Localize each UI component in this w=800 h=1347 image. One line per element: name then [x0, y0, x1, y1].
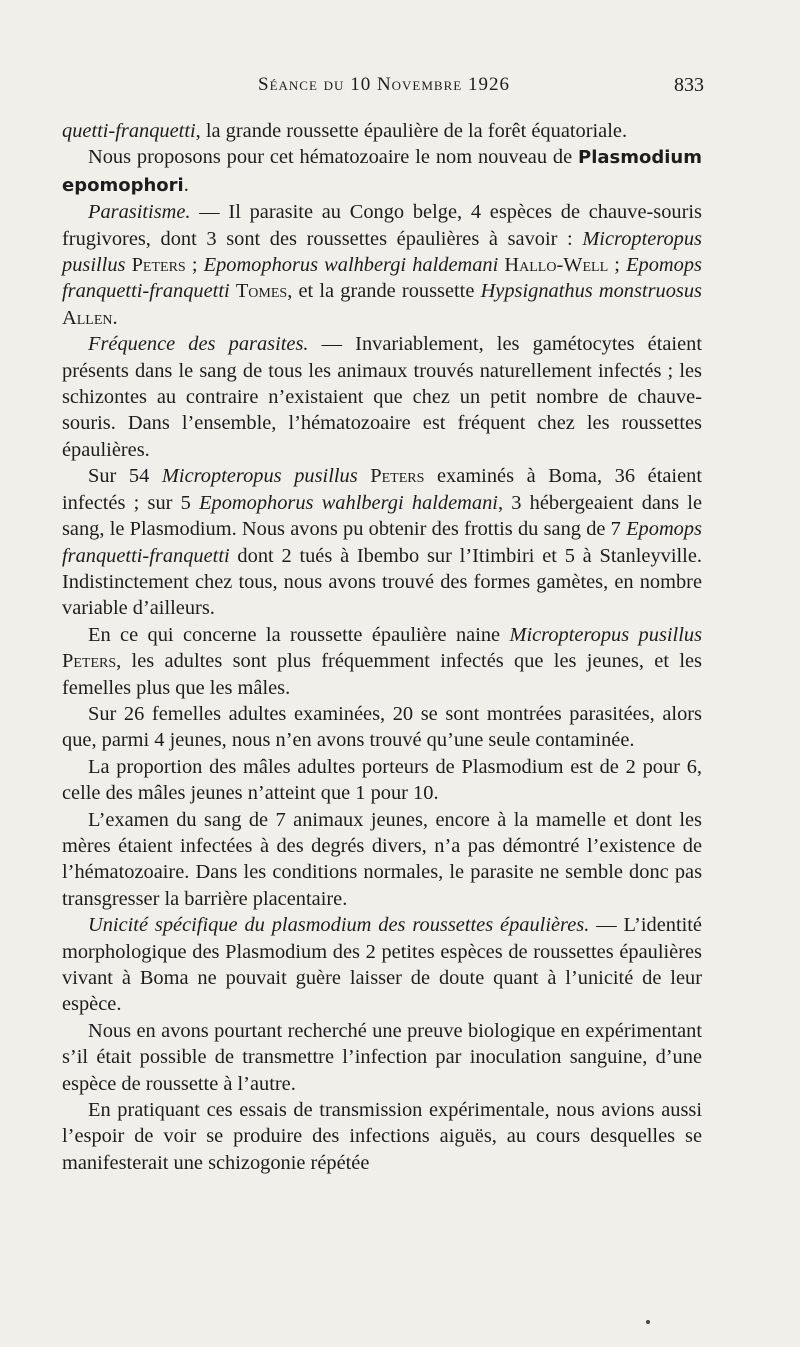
author-name: Hallo-Well — [504, 254, 609, 277]
paragraph — [62, 1018, 702, 1097]
text-run: , les adultes sont plus fréquemment infectés que les jeunes, et les femelles plus que les mâles. — [62, 650, 702, 699]
paragraph — [62, 701, 702, 754]
italic-text: Micropteropus pusillus — [509, 623, 702, 646]
text-run — [358, 465, 371, 487]
italic-text: Micropteropus pusillus — [62, 227, 702, 277]
paragraph — [62, 118, 702, 144]
print-speck — [646, 1320, 650, 1324]
author-name: Tomes — [235, 280, 288, 303]
author-name: Peters — [62, 650, 117, 673]
paragraph — [62, 331, 702, 463]
italic-text: Micropteropus pusillus — [161, 465, 358, 488]
page-header — [64, 74, 704, 104]
paragraph — [62, 807, 702, 913]
text-run: , 3 hébergeaient dans le sang, le Plasmodium. Nous avons pu obtenir des frottis du sang de 7 — [62, 491, 703, 541]
paragraph — [62, 199, 702, 331]
text-run: En pratiquant ces essais de transmission expérimentale, nous avions aussi l’espoir de voir se produire des infections aiguës, au cours desquelles se manifesterait une schizogonie répétée — [62, 1099, 702, 1174]
text-run: ; — [608, 254, 627, 277]
paragraph — [62, 754, 702, 807]
text-run: examinés à Boma, 36 étaient infectés ; sur 5 — [62, 465, 703, 514]
paragraph — [62, 912, 702, 1018]
italic-text: Fréquence des parasites. — [88, 333, 309, 356]
text-run: . — [112, 306, 118, 329]
text-run: Sur 26 femelles adultes examinées, 20 se sont montrées parasitées, alors que, parmi 4 jeunes, nous n’en avons trouvé qu’une seule contaminée. — [62, 702, 702, 752]
author-name: Peters — [131, 254, 186, 277]
text-run: dont 2 tués à Ibembo sur l’Itimbiri et 5 à Stanleyville. Indistinctement chez tous, nous avons trouvé des formes gamètes, en nombre variable d’ailleurs. — [62, 544, 702, 620]
italic-text: Hypsignathus monstruosus — [480, 280, 702, 303]
italic-text: Epomops franquetti-franquetti — [62, 254, 702, 303]
text-run: — Invariablement, les gamétocytes étaient présents dans le sang de tous les animaux trouvés naturellement infectés ; les schizontes au contraire n’existaient que chez un petit nombre de chauve-souris. Dans l’ensemble, l’hématozoaire est fréquent chez les roussettes épaulières. — [62, 333, 702, 461]
paragraph — [62, 144, 702, 199]
italic-text: Epomophorus walhbergi haldemani — [203, 254, 499, 277]
text-run: , et la grande roussette — [287, 280, 481, 303]
text-run: , la grande roussette épaulière de la forêt équatoriale. — [195, 120, 628, 142]
paragraph — [62, 1097, 702, 1176]
text-run: L’examen du sang de 7 animaux jeunes, encore à la mamelle et dont les mères étaient infectées à des degrés divers, n’a pas démontré l’existence de l’hématozoaire. Dans les conditions normales, le parasite ne semble donc pas transgresser la barrière placentaire. — [62, 808, 702, 910]
running-title: Séance du 10 Novembre 1926 — [258, 74, 510, 95]
text-run: Sur 54 — [88, 465, 162, 488]
text-run: — L’identité morphologique des Plasmodium des 2 petites espèces de roussettes épaulières vivant à Boma ne pouvait guère laisser de doute quant à l’unicité de leur espèce. — [62, 914, 702, 1016]
italic-text: quetti-franquetti — [62, 120, 196, 142]
italic-text: Unicité spécifique du plasmodium des roussettes épaulières. — [88, 914, 590, 937]
bold-term: Plasmodium epomophori — [62, 147, 702, 196]
paragraph — [62, 463, 702, 621]
italic-text: Epomophorus wahlbergi haldemani — [199, 491, 498, 514]
author-name: Peters — [370, 465, 425, 488]
text-run: — Il parasite au Congo belge, 4 espèces de chauve-souris frugivores, dont 3 sont des roussettes épaulières à savoir : — [62, 201, 702, 250]
italic-text: Epomops franquetti-franquetti — [62, 518, 702, 567]
body-text — [62, 118, 702, 1176]
page-number: 833 — [674, 74, 704, 96]
text-run: ; — [185, 254, 204, 277]
paragraph — [62, 622, 702, 701]
text-run: Nous proposons pour cet hématozoaire le nom nouveau de — [88, 146, 579, 169]
text-run: . — [183, 173, 189, 196]
text-run: La proportion des mâles adultes porteurs de Plasmodium est de 2 pour 6, celle des mâles jeunes n’atteint que 1 pour 10. — [62, 755, 702, 805]
italic-text: Parasitisme. — [88, 201, 191, 224]
text-run: Nous en avons pourtant recherché une preuve biologique en expérimentant s’il était possible de transmettre l’infection par inoculation sanguine, d’une espèce de roussette à l’autre. — [62, 1019, 702, 1095]
text-run: En ce qui concerne la roussette épaulière naine — [88, 623, 510, 646]
author-name: Allen — [62, 306, 113, 329]
